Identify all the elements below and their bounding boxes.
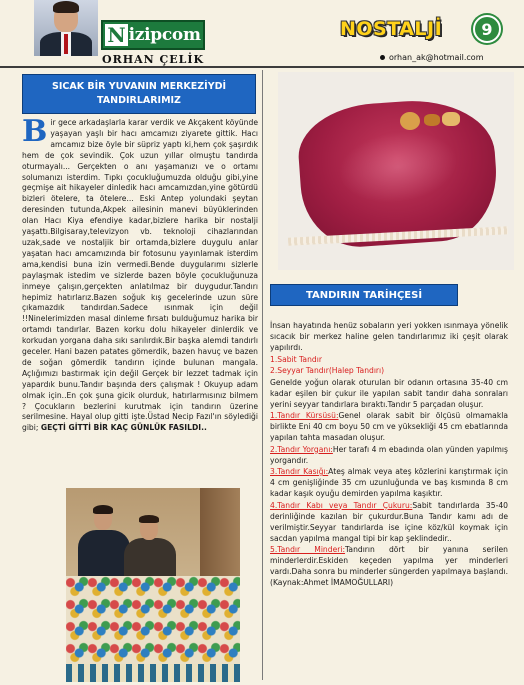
article-body — [22, 118, 258, 464]
bullet-icon — [380, 55, 385, 60]
history-intro: İnsan hayatında henüz sobaların yeri yokken ısınmaya yönelik sıcacık bir merkez haline gelen tandırlarımız iki çeşit olarak yapılırdı. — [270, 321, 508, 352]
article-title: SICAK BİR YUVANIN MERKEZİYDİ TANDIRLARIMIZ — [22, 74, 256, 114]
part-4 — [270, 500, 508, 544]
page-number: 9 — [473, 15, 501, 43]
type-fixed: 1.Sabit Tandır — [270, 354, 322, 364]
part-2-label: 2.Tandır Yorganı: — [270, 444, 333, 454]
article-text: ir gece arkadaşlarla karar verdik ve Akçakent köyünde yaşayan yaşlı bir hacı amcamızı ziyarete gittik. Hacı amcamız bize öyle bir süpriz yaptı ki,hem çok şaşırdık hem de çok sevindik. Çok uzun yıllar olmuştu tandırda oturmayalı... Gerçekten o anı yaşamanızı ve o ortamı solumanızı isterdim. Tıpkı çocukluğumuzda olduğu gibi,yine geçmişe ait hikayeler dinledik hacı amcamızdan,yine götürdü bizleri ötelere, ta ötelere... Eski Antep yolundaki şeytan deresinden tutunda,Akpek ailesinin manevi büyüklerinden olan Hacı Kiya efendiye kadar,bizlere harika bir nostalji yaşattı.Bilgisaray,televizyon vb. teknoloji cihazlarından uzak,sade ve nostaljik bir ortamda,bizlere duygulu anlar yaşatan hacı amcamızında bir fotosunu yayınlamak isterdim ama,kendisi buna izin vermedi.Bende duygularımı sizlerle paylaşmak istedim ve sizlerde bazen böyle çocukluğunuza inmeye çalışın,gerçekten anlatılmaz bir duygudur.Tandırı hepimiz hatırlarız.Bazen soğuk kış gecelerinde uzun süre çıkamazdık tandırdan.Sadece ısınmak için değil !!Ninelerimizden masal dinleme fırsatı bulduğumuz harika bir ortamdı tandırlar. Bazen korku dolu hikayeler dinlerdik ve korkudan yorgana daha sıkı sarılırdık.Bir başka alemdi tandırlı geceler. Hani bazen patates gömerdik, bazen havuç ve bazen de soğan gömerdik tandırın içinde bulunan mangala. Açlığımızı bastırmak için değil Gerçek bir lezzet tadmak için yapardık bunu.Tandır başında ders çalışmak ! Okuyup adam olmak için..En çok şuna gicik olurduk, hatırlarmısınız bilmem ? Çocukların bezlerini kurutmak için tandırın üzerine serilmesine. Hayal olup gitti işte.Üstad Necip Fazıl'ın söylediği gibi; — [22, 118, 258, 433]
author-name: ORHAN ÇELİK — [102, 53, 205, 66]
part-5-label: 5.Tandır Minderi: — [270, 545, 346, 554]
history-body — [270, 320, 508, 682]
part-4-label: 4.Tandır Kabı veya Tandır Çukuru: — [270, 500, 413, 510]
group-photo — [66, 488, 240, 682]
section-title: NOSTALJİ — [340, 18, 443, 40]
part-1-text: Genel olarak sabit bir ölçüsü olmamakla birlikte Eni 40 cm boyu 50 cm ve yüksekliği 45 cm ebatlarında yapılan tahta masadan oluşur. — [270, 411, 508, 442]
part-4-text: Sabit tandırlarda 35-40 derinliğinde kazılan bir çukurdur.Buna Tandır kamı adı de verilmiştir.Seyyar tandırlarda ise içine köz/kül koymak için sacdan yapılma mangal tipi bir kap şeklindedir.. — [270, 500, 508, 543]
type-portable: 2.Seyyar Tandır(Halep Tandırı) — [270, 366, 385, 375]
part-1 — [270, 410, 508, 443]
article-closing: GEÇTİ GİTTİ BİR KAÇ GÜNLÜK FASILDI.. — [40, 423, 207, 433]
part-3-text: Ateş almak veya ateş közlerini karıştırmak için 4 cm genişliğinde 35 cm uzunluğunda ve baş kısmında 8 cm kadar kaşık oyuğu demirden yapılma kaşıktır. — [270, 467, 508, 498]
logo-text: izipcom — [128, 25, 201, 45]
logo-initial: N — [107, 23, 126, 47]
site-logo — [101, 20, 205, 50]
history-title: TANDIRIN TARİHÇESİ — [270, 284, 458, 306]
part-5-text: Tandırın dört bir yanına serilen minderlerdir.Eskiden keçeden yapılma yer minderleri vardı.Daha sonra bu minderler süngerden yapılmaya başlandı.(Kaynak:Ahmet İMAMOĞULLARI) — [270, 545, 508, 587]
author-email — [380, 53, 484, 62]
tandir-photo — [278, 72, 514, 270]
column-divider — [262, 70, 263, 680]
part-1-label: 1.Tandır Kürsüsü: — [270, 411, 339, 420]
drop-cap: B — [22, 118, 48, 149]
part-2 — [270, 444, 508, 466]
part-5 — [270, 544, 508, 588]
header-rule — [0, 66, 524, 68]
part-3-label: 3.Tandır Kasığı: — [270, 467, 329, 476]
author-photo — [34, 0, 98, 56]
part-3 — [270, 466, 508, 499]
email-text: orhan_ak@hotmail.com — [389, 53, 484, 62]
history-general: Genelde yoğun olarak oturulan bir odanın ortasına 35-40 cm kadar eşilen bir çukur ile yapılan sabit tandır daha sonraları yerini seyyar tandırlara bıraktı.Tandır 5 parçadan oluşur. — [270, 377, 508, 409]
part-2-text: Her tarafı 4 m ebadında olan yünden yapılmış yorgandır. — [270, 444, 508, 465]
page-header — [0, 0, 524, 68]
